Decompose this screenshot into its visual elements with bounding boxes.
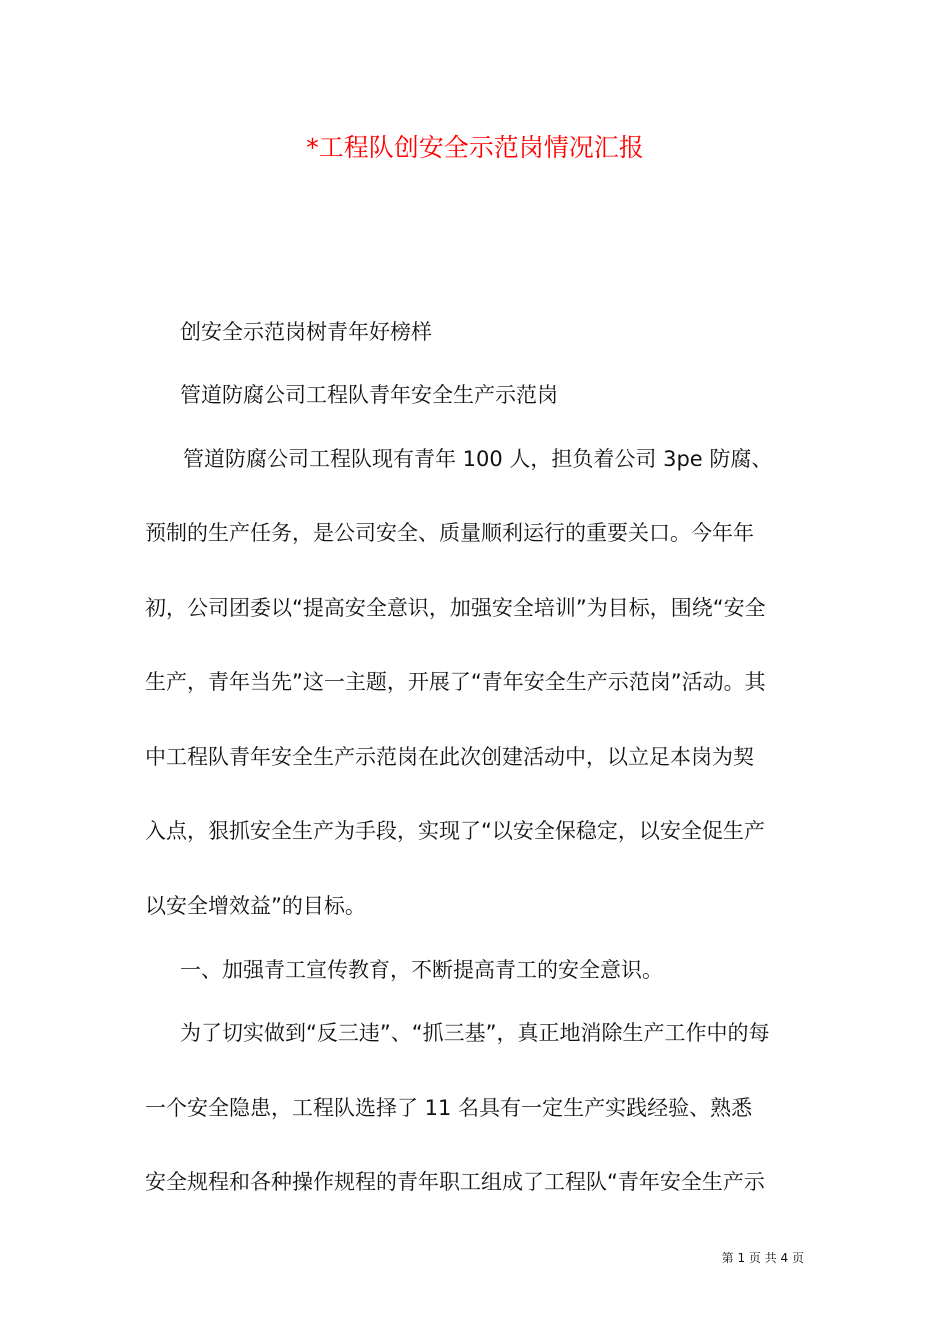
paragraph-line: 生产，青年当先”这一主题，开展了“青年安全生产示范岗”活动。其 (145, 670, 766, 694)
subtitle-line: 管道防腐公司工程队青年安全生产示范岗 (180, 383, 558, 407)
paragraph-line: 预制的生产任务，是公司安全、质量顺利运行的重要关口。今年年 (145, 521, 754, 545)
paragraph-line: 管道防腐公司工程队现有青年 100 人，担负着公司 3pe 防腐、 (183, 447, 773, 471)
paragraph-line: 中工程队青年安全生产示范岗在此次创建活动中，以立足本岗为契 (145, 745, 754, 769)
paragraph-line: 为了切实做到“反三违”、“抓三基”，真正地消除生产工作中的每 (180, 1021, 770, 1045)
paragraph-line: 初，公司团委以“提高安全意识，加强安全培训”为目标，围绕“安全 (145, 596, 766, 620)
paragraph-line: 入点，狠抓安全生产为手段，实现了“以安全保稳定，以安全促生产 (145, 819, 765, 843)
page-number: 第 1 页 共 4 页 (721, 1251, 804, 1265)
document-title: *工程队创安全示范岗情况汇报 (306, 133, 644, 162)
paragraph-line: 以安全增效益”的目标。 (145, 894, 366, 918)
subtitle-line: 创安全示范岗树青年好榜样 (180, 320, 432, 344)
paragraph-line: 一个安全隐患，工程队选择了 11 名具有一定生产实践经验、熟悉 (145, 1096, 753, 1120)
section-heading: 一、加强青工宣传教育，不断提高青工的安全意识。 (180, 958, 663, 982)
paragraph-line: 安全规程和各种操作规程的青年职工组成了工程队“青年安全生产示 (145, 1170, 765, 1194)
